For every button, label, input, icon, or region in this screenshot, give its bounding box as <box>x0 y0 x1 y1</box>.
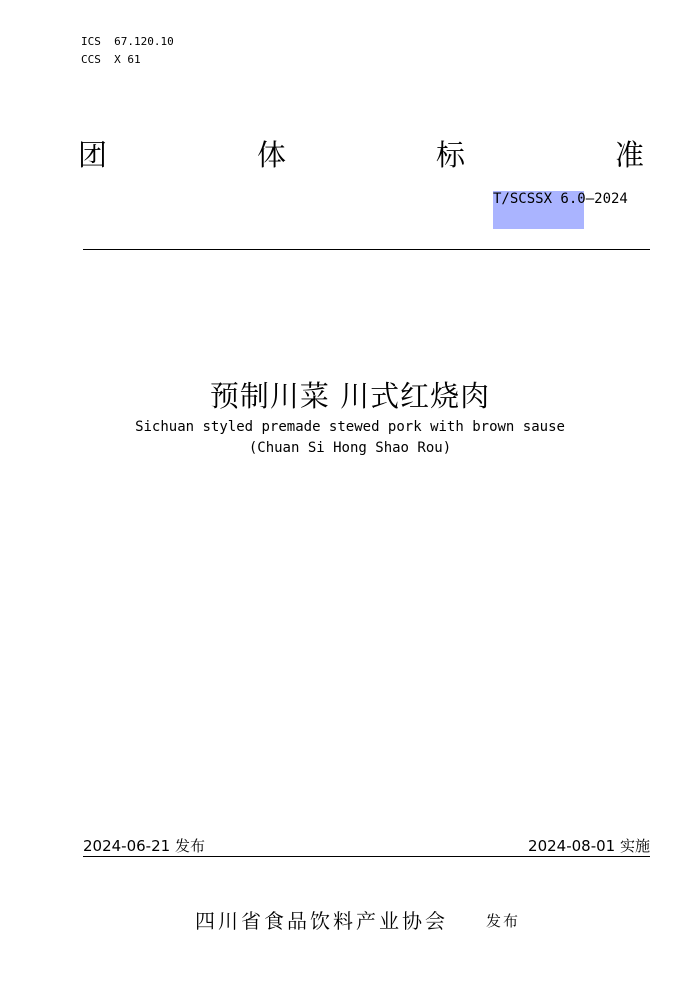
issue-label: 发布 <box>486 912 521 930</box>
document-title-english: Sichuan styled premade stewed pork with brown sause <box>135 419 565 435</box>
implementation-date: 2024-08-01 实施 <box>528 837 650 855</box>
ccs-code: CCS X 61 <box>81 53 141 66</box>
document-title-chinese: 预制川菜 川式红烧肉 <box>209 379 491 413</box>
document-title-pinyin: (Chuan Si Hong Shao Rou) <box>248 440 452 456</box>
release-date: 2024-06-21 发布 <box>83 837 205 855</box>
standard-type-char-3: 标 <box>435 137 465 172</box>
standard-type-char-1: 团 <box>78 137 108 172</box>
standard-type-char-4: 准 <box>614 137 644 172</box>
standard-type-char-2: 体 <box>256 137 286 172</box>
standard-type-title <box>78 133 644 173</box>
standard-code: T/SCSSX 6.0—2024 <box>493 191 628 207</box>
footer-divider <box>83 856 650 857</box>
ics-code: ICS 67.120.10 <box>81 35 174 48</box>
header-divider <box>83 249 650 250</box>
issuing-organization: 四川省食品饮料产业协会 <box>195 909 448 933</box>
